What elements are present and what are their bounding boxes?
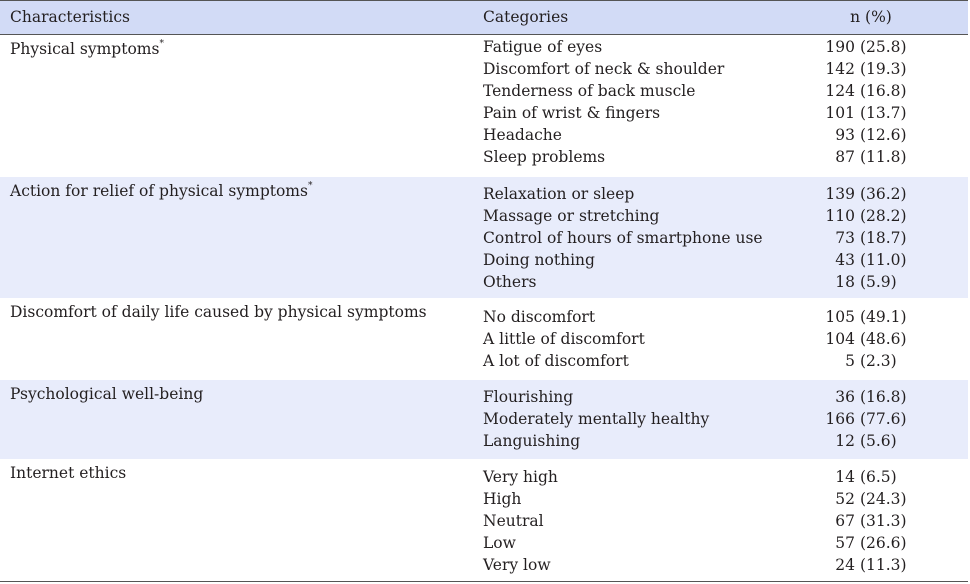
value-cell: 142 (19.3) — [825, 60, 907, 78]
group-physical-symptoms — [0, 35, 968, 177]
table-bottom-rule — [0, 581, 968, 582]
group-label: Action for relief of physical symptoms* — [10, 181, 313, 200]
table-row — [0, 273, 968, 295]
table-row — [0, 308, 968, 330]
group-action-for-relief — [0, 177, 968, 298]
value-cell: 24 (11.3) — [835, 556, 907, 574]
table-row — [0, 432, 968, 454]
category-cell: Tenderness of back muscle — [483, 82, 696, 100]
category-cell: Control of hours of smartphone use — [483, 229, 763, 247]
value-cell: 57 (26.6) — [835, 534, 907, 552]
category-cell: Flourishing — [483, 388, 574, 406]
table-row — [0, 185, 968, 207]
category-cell: Sleep problems — [483, 148, 606, 166]
value-cell: 36 (16.8) — [835, 388, 907, 406]
category-cell: Discomfort of neck & shoulder — [483, 60, 725, 78]
category-cell: Pain of wrist & fingers — [483, 104, 661, 122]
table-row — [0, 556, 968, 578]
category-cell: Very high — [483, 468, 558, 486]
group-internet-ethics — [0, 459, 968, 581]
category-cell: A lot of discomfort — [483, 352, 629, 370]
category-cell: Doing nothing — [483, 251, 595, 269]
value-cell: 93 (12.6) — [835, 126, 907, 144]
table-row — [0, 352, 968, 374]
table-row — [0, 388, 968, 410]
category-cell: Moderately mentally healthy — [483, 410, 710, 428]
table-row — [0, 468, 968, 490]
category-cell: Massage or stretching — [483, 207, 660, 225]
value-cell: 110 (28.2) — [825, 207, 907, 225]
value-cell: 104 (48.6) — [825, 330, 907, 348]
table-row — [0, 490, 968, 512]
category-cell: No discomfort — [483, 308, 596, 326]
value-cell: 124 (16.8) — [825, 82, 907, 100]
value-cell: 105 (49.1) — [825, 308, 907, 326]
table-row — [0, 251, 968, 273]
table-row — [0, 229, 968, 251]
header-characteristics: Characteristics — [10, 8, 130, 26]
value-cell: 52 (24.3) — [835, 490, 907, 508]
value-cell: 5 (2.3) — [845, 352, 897, 370]
value-cell: 73 (18.7) — [835, 229, 907, 247]
table-header — [0, 0, 968, 35]
footnote-mark: * — [159, 39, 164, 49]
value-cell: 166 (77.6) — [825, 410, 907, 428]
table-row — [0, 126, 968, 148]
table-row — [0, 104, 968, 126]
category-cell: High — [483, 490, 522, 508]
table-row — [0, 60, 968, 82]
header-categories: Categories — [483, 8, 569, 26]
table-row — [0, 207, 968, 229]
category-cell: A little of discomfort — [483, 330, 645, 348]
table-row — [0, 512, 968, 534]
value-cell: 101 (13.7) — [825, 104, 907, 122]
value-cell: 43 (11.0) — [835, 251, 907, 269]
value-cell: 12 (5.6) — [835, 432, 897, 450]
table-row — [0, 38, 968, 60]
group-psychological-well-being — [0, 380, 968, 459]
table-row — [0, 534, 968, 556]
table-row — [0, 148, 968, 170]
value-cell: 18 (5.9) — [835, 273, 897, 291]
value-cell: 14 (6.5) — [835, 468, 897, 486]
header-n-percent: n (%) — [850, 8, 892, 26]
group-discomfort-daily-life — [0, 298, 968, 380]
value-cell: 87 (11.8) — [835, 148, 907, 166]
category-cell: Others — [483, 273, 537, 291]
category-cell: Relaxation or sleep — [483, 185, 635, 203]
value-cell: 190 (25.8) — [825, 38, 907, 56]
value-cell: 67 (31.3) — [835, 512, 907, 530]
category-cell: Neutral — [483, 512, 544, 530]
category-cell: Languishing — [483, 432, 581, 450]
category-cell: Headache — [483, 126, 562, 144]
value-cell: 139 (36.2) — [825, 185, 907, 203]
category-cell: Low — [483, 534, 516, 552]
footnote-mark: * — [307, 181, 313, 191]
category-cell: Very low — [483, 556, 551, 574]
table-row — [0, 410, 968, 432]
group-label: Physical symptoms* — [10, 39, 164, 58]
category-cell: Fatigue of eyes — [483, 38, 603, 56]
group-label: Psychological well-being — [10, 385, 204, 403]
group-label: Internet ethics — [10, 464, 127, 482]
table-row — [0, 82, 968, 104]
group-label: Discomfort of daily life caused by physical symptoms — [10, 303, 427, 321]
table-row — [0, 330, 968, 352]
